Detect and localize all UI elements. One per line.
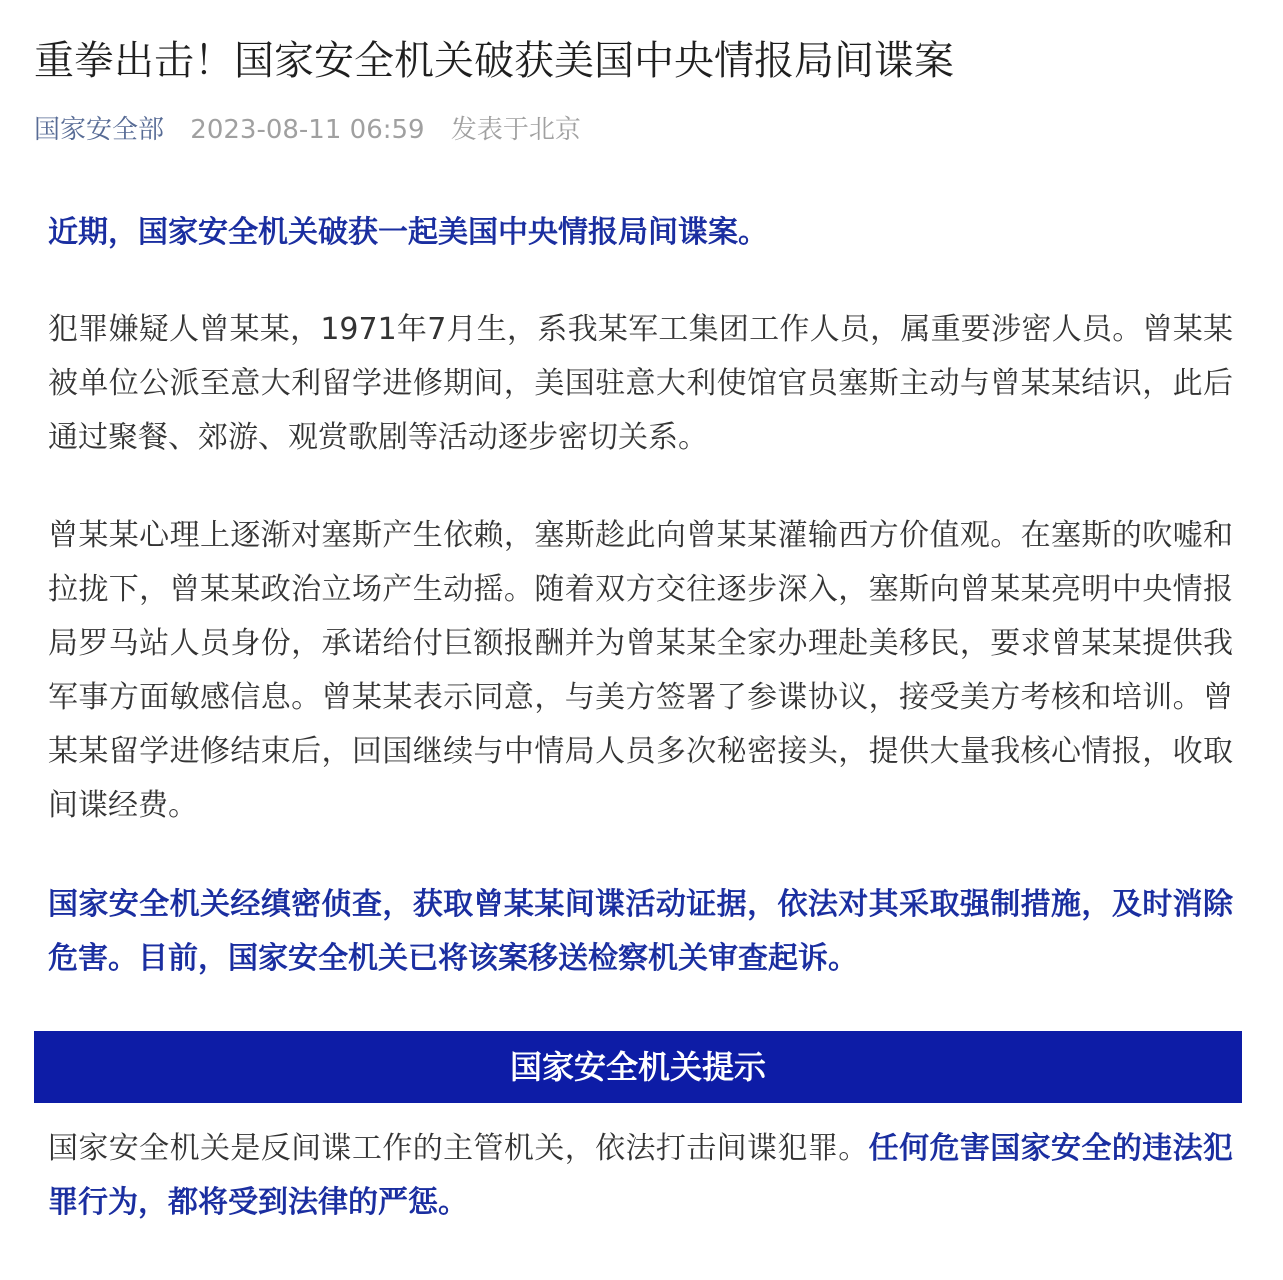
notice-normal-text: 国家安全机关是反间谍工作的主管机关，依法打击间谍犯罪。 xyxy=(48,1131,869,1166)
body-paragraph-suspect: 犯罪嫌疑人曾某某，1971年7月生，系我某军工集团工作人员，属重要涉密人员。曾某某被单位公派至意大利留学进修期间，美国驻意大利使馆官员塞斯主动与曾某某结识，此后通过聚餐、郊游、观赏歌剧等活动逐步密切关系。 xyxy=(48,312,1233,455)
notice-emphasis-text: 任何危害国家安全的违法犯罪行为，都将受到法律的严惩。 xyxy=(48,1131,1234,1220)
intro-paragraph: 近期，国家安全机关破获一起美国中央情报局间谍案。 xyxy=(48,215,768,250)
account-name-link[interactable]: 国家安全部 xyxy=(34,115,165,145)
publish-location: 发表于北京 xyxy=(450,115,581,145)
article-meta xyxy=(34,110,581,150)
publish-date: 2023-08-11 06:59 xyxy=(190,115,425,145)
body-paragraph-investigation: 国家安全机关经缜密侦查，获取曾某某间谍活动证据，依法对其采取强制措施，及时消除危害。目前，国家安全机关已将该案移送检察机关审查起诉。 xyxy=(48,887,1233,976)
article-title: 重拳出击！国家安全机关破获美国中央情报局间谍案 xyxy=(34,38,954,84)
notice-paragraph xyxy=(48,1122,1233,1230)
notice-banner: 国家安全机关提示 xyxy=(34,1031,1242,1103)
body-paragraph-recruitment: 曾某某心理上逐渐对塞斯产生依赖，塞斯趁此向曾某某灌输西方价值观。在塞斯的吹嘘和拉拢下，曾某某政治立场产生动摇。随着双方交往逐步深入，塞斯向曾某某亮明中央情报局罗马站人员身份，承诺给付巨额报酬并为曾某某全家办理赴美移民，要求曾某某提供我军事方面敏感信息。曾某某表示同意，与美方签署了参谍协议，接受美方考核和培训。曾某某留学进修结束后，回国继续与中情局人员多次秘密接头，提供大量我核心情报，收取间谍经费。 xyxy=(48,518,1233,823)
